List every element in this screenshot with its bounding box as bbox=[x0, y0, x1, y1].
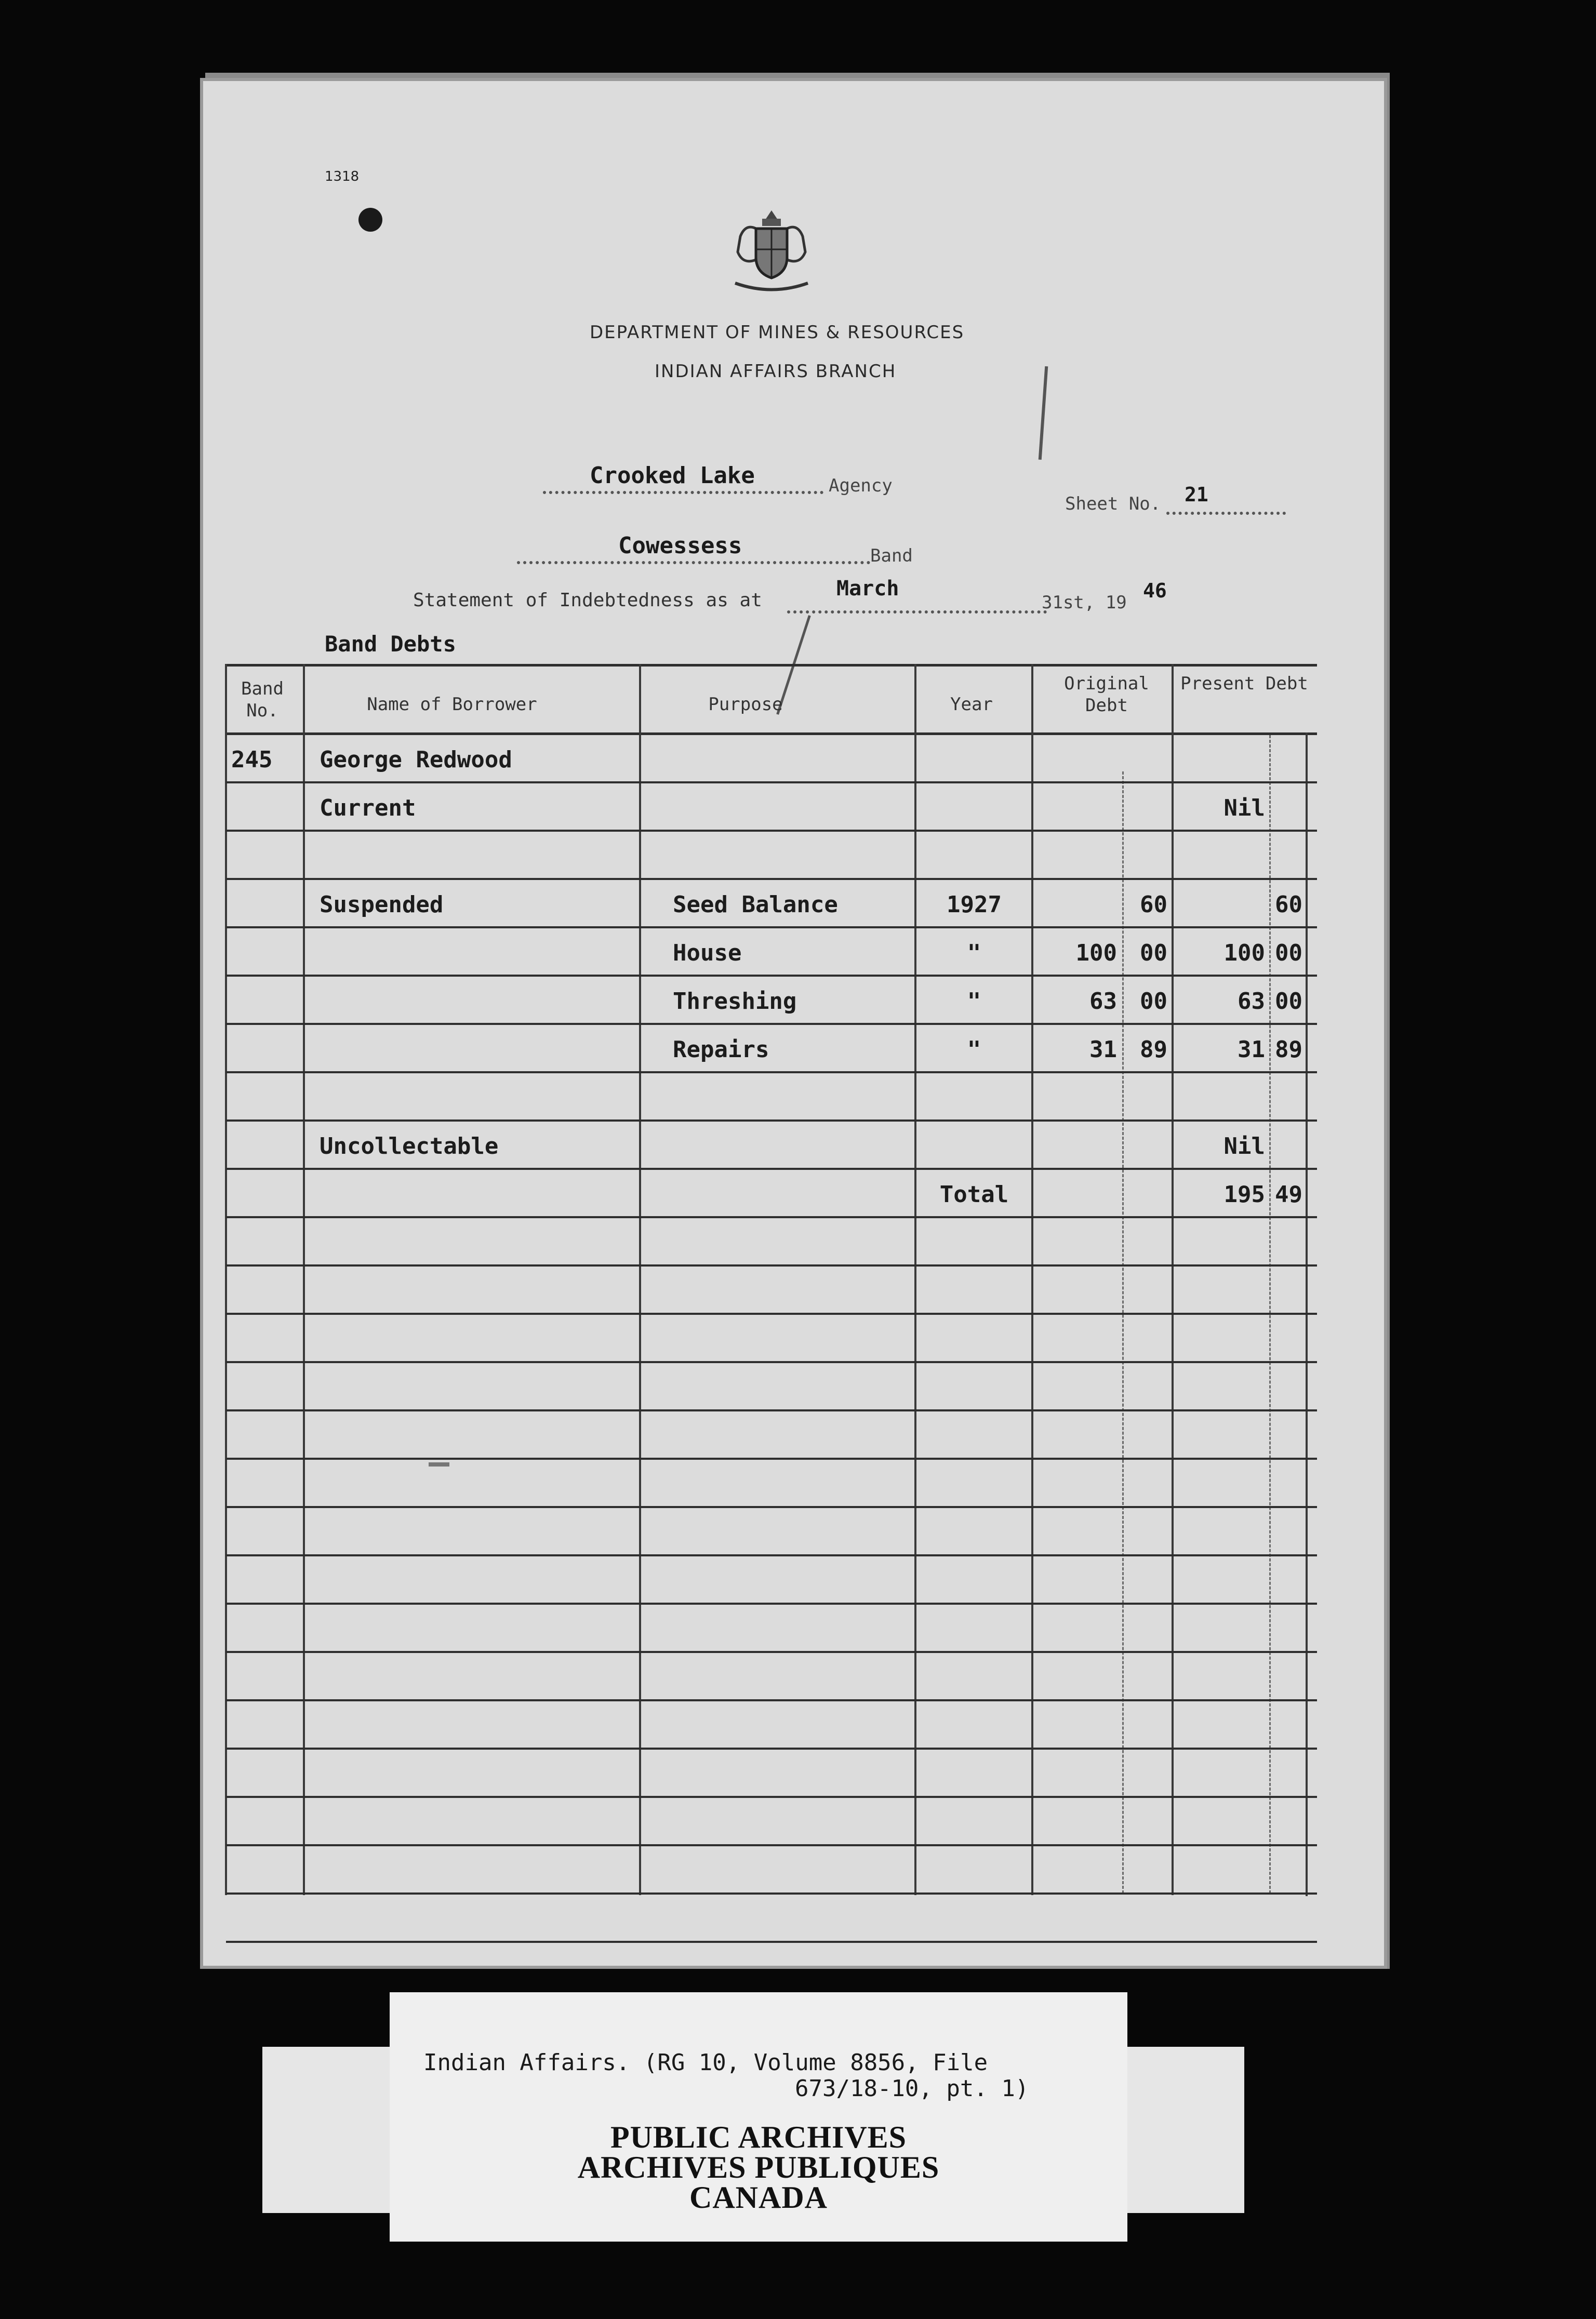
cell-present-cents: 89 bbox=[1275, 1036, 1302, 1063]
cell-original-dollars: 100 bbox=[1075, 940, 1117, 966]
cents-rule bbox=[1122, 771, 1125, 1894]
band-dotline bbox=[517, 561, 870, 564]
statement-dotline bbox=[787, 610, 1047, 614]
row-rule bbox=[226, 1748, 1317, 1750]
row-rule bbox=[226, 1844, 1317, 1846]
row-rule bbox=[226, 975, 1317, 977]
archive-reference-line1: Indian Affairs. (RG 10, Volume 8856, File bbox=[423, 2049, 988, 2076]
agency-label: Agency bbox=[829, 475, 893, 496]
statement-label: Statement of Indebtedness as at bbox=[413, 590, 762, 611]
cell-original-dollars: 63 bbox=[1089, 988, 1117, 1015]
cell-present-cents: 60 bbox=[1275, 891, 1302, 918]
cell-borrower: George Redwood bbox=[320, 747, 512, 773]
row-rule bbox=[226, 1216, 1317, 1218]
row-rule bbox=[226, 1892, 1317, 1895]
cell-present-dollars: 195 bbox=[1223, 1181, 1265, 1208]
agency-dotline bbox=[543, 491, 823, 494]
sheet-dotline bbox=[1166, 512, 1286, 515]
cell-original-cents: 00 bbox=[1140, 988, 1167, 1015]
cell-present-cents: 49 bbox=[1275, 1181, 1302, 1208]
row-rule bbox=[226, 878, 1317, 880]
row-rule bbox=[226, 1361, 1317, 1363]
column-rule bbox=[914, 664, 916, 1895]
table-header-rule bbox=[226, 732, 1317, 735]
header-original-debt: Original Debt bbox=[1064, 673, 1149, 716]
section-title: Band Debts bbox=[325, 631, 456, 657]
corner-note: 1318 bbox=[325, 169, 360, 184]
department-heading: DEPARTMENT OF MINES & RESOURCES bbox=[590, 322, 965, 343]
row-rule bbox=[226, 1264, 1317, 1267]
band-value: Cowessess bbox=[618, 532, 742, 559]
column-rule bbox=[1172, 664, 1174, 1895]
row-rule bbox=[226, 1699, 1317, 1701]
cell-present-dollars: Nil bbox=[1223, 795, 1265, 821]
cell-year: Total bbox=[939, 1181, 1009, 1208]
cell-present-dollars: 63 bbox=[1238, 988, 1265, 1015]
cell-present-cents: 00 bbox=[1275, 988, 1302, 1015]
header-present-debt: Present Debt bbox=[1180, 673, 1308, 694]
sheet-value: 21 bbox=[1185, 483, 1208, 506]
header-borrower: Name of Borrower bbox=[367, 694, 537, 715]
cell-year: " bbox=[967, 988, 981, 1015]
row-rule bbox=[226, 1506, 1317, 1508]
cell-purpose: Threshing bbox=[673, 988, 797, 1015]
cell-present-dollars: Nil bbox=[1223, 1133, 1265, 1160]
row-rule bbox=[226, 1023, 1317, 1025]
archive-stamp bbox=[390, 2117, 1127, 2221]
row-rule bbox=[226, 1796, 1317, 1798]
column-rule bbox=[225, 664, 227, 1895]
column-rule bbox=[1031, 664, 1033, 1895]
column-rule bbox=[639, 664, 641, 1895]
table-top-rule bbox=[226, 664, 1317, 667]
cell-year: 1927 bbox=[947, 891, 1002, 918]
cell-original-dollars: 31 bbox=[1089, 1036, 1117, 1063]
cell-purpose: Repairs bbox=[673, 1036, 769, 1063]
cell-present-dollars: 31 bbox=[1238, 1036, 1265, 1063]
cell-purpose: Seed Balance bbox=[673, 891, 838, 918]
document-page bbox=[200, 78, 1387, 1969]
cell-band-no: 245 bbox=[231, 747, 273, 773]
coat-of-arms-icon bbox=[720, 205, 823, 299]
row-rule bbox=[226, 1603, 1317, 1605]
pencil-stroke bbox=[1039, 366, 1048, 460]
cell-present-dollars: 100 bbox=[1223, 940, 1265, 966]
cell-borrower: Suspended bbox=[320, 891, 444, 918]
cell-present-cents: 00 bbox=[1275, 940, 1302, 966]
cell-year: " bbox=[967, 1036, 981, 1063]
stamp-line3: CANADA bbox=[689, 2180, 828, 2215]
sheet-label: Sheet No. bbox=[1065, 494, 1161, 514]
band-label: Band bbox=[870, 545, 913, 566]
row-rule bbox=[226, 1651, 1317, 1653]
row-rule bbox=[226, 1071, 1317, 1073]
row-rule bbox=[226, 1409, 1317, 1411]
row-rule bbox=[226, 1313, 1317, 1315]
row-rule bbox=[226, 926, 1317, 928]
cell-purpose: House bbox=[673, 940, 742, 966]
row-rule bbox=[226, 1941, 1317, 1943]
agency-value: Crooked Lake bbox=[590, 462, 755, 489]
cell-year: " bbox=[967, 940, 981, 966]
year-value: 46 bbox=[1143, 579, 1167, 602]
pencil-mark bbox=[429, 1462, 449, 1467]
header-band-no: Band No. bbox=[241, 678, 284, 721]
stamp-line2: ARCHIVES PUBLIQUES bbox=[577, 2150, 940, 2184]
row-rule bbox=[226, 1119, 1317, 1122]
punch-hole bbox=[358, 208, 382, 232]
row-rule bbox=[226, 1168, 1317, 1170]
row-rule bbox=[226, 781, 1317, 783]
archive-reference-line2: 673/18-10, pt. 1) bbox=[795, 2075, 1029, 2102]
header-purpose: Purpose bbox=[708, 694, 783, 715]
branch-heading: INDIAN AFFAIRS BRANCH bbox=[655, 361, 897, 382]
row-rule bbox=[226, 1554, 1317, 1556]
date-label: 31st, 19 bbox=[1042, 592, 1127, 613]
cell-borrower: Current bbox=[320, 795, 416, 821]
column-rule bbox=[303, 664, 305, 1895]
cell-original-cents: 60 bbox=[1140, 891, 1167, 918]
row-rule bbox=[226, 830, 1317, 832]
row-rule bbox=[226, 1458, 1317, 1460]
stamp-line1: PUBLIC ARCHIVES bbox=[610, 2120, 907, 2154]
cell-borrower: Uncollectable bbox=[320, 1133, 499, 1160]
cell-original-cents: 89 bbox=[1140, 1036, 1167, 1063]
month-value: March bbox=[836, 577, 899, 601]
cell-original-cents: 00 bbox=[1140, 940, 1167, 966]
header-year: Year bbox=[950, 694, 993, 715]
